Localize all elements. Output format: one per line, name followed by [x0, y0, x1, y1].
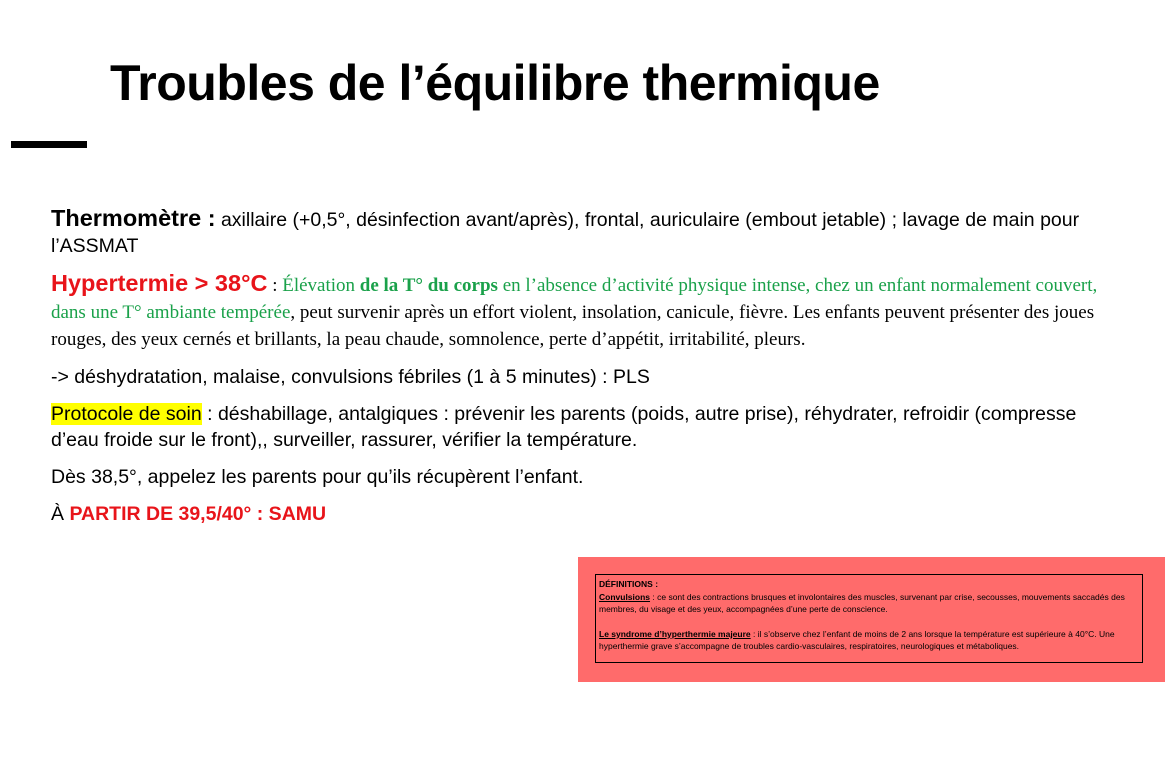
samu-text: PARTIR DE 39,5/40° : SAMU: [69, 503, 327, 525]
protocole-label: Protocole de soin: [51, 403, 202, 425]
definition-convulsions: [599, 591, 1139, 616]
definitions-panel: [578, 557, 1165, 682]
syndrome-text: : il s’observe chez l’enfant de moins de 2 ans lorsque la température est supérieure à 40°C. Une hyperthermie grave s’accompagne de troubles cardio-vasculaires, respiratoires, neurologiques et métaboliques.: [599, 628, 1115, 651]
hypertermie-description: , peut survenir après un effort violent, insolation, canicule, fièvre. Les enfants peuvent présenter des joues rouges, des yeux cernés et brillants, la peau chaude, somnolence, perte d’appétit, irritabilité, pleurs.: [51, 302, 1095, 350]
hypertermie-paragraph: [51, 270, 1121, 353]
syndrome-term: Le syndrome d’hyperthermie majeure: [599, 628, 751, 639]
hypertermie-sep: :: [267, 275, 283, 296]
thermometre-label: Thermomètre :: [51, 205, 216, 231]
page-title: Troubles de l’équilibre thermique: [110, 55, 880, 111]
hypertermie-label: Hypertermie > 38°C: [51, 270, 268, 296]
appel-parents-line: Dès 38,5°, appelez les parents pour qu’ils récupèrent l’enfant.: [51, 466, 584, 488]
thermometre-paragraph: [51, 205, 1121, 259]
hypertermie-definition-1: Élévation: [282, 275, 360, 296]
title-underline: [11, 141, 87, 148]
convulsions-term: Convulsions: [599, 591, 651, 602]
thermometre-text: axillaire (+0,5°, désinfection avant/après), frontal, auriculaire (embout jetable) ; lavage de main pour l’ASSMAT: [51, 209, 1080, 257]
main-content: [51, 205, 1121, 538]
definitions-heading: DÉFINITIONS :: [599, 579, 659, 589]
consequences-line: -> déshydratation, malaise, convulsions fébriles (1 à 5 minutes) : PLS: [51, 366, 650, 388]
protocole-paragraph: [51, 401, 1121, 453]
convulsions-text: : ce sont des contractions brusques et involontaires des muscles, survenant par crise, secousses, mouvements saccadés des membres, du visage et des yeux, accompagnées d’une perte de conscience.: [599, 591, 1125, 614]
hypertermie-definition-bold: de la T° du corps: [359, 275, 498, 296]
samu-line: [51, 501, 1121, 527]
samu-prefix: À: [51, 503, 70, 525]
definition-syndrome: [599, 628, 1139, 653]
hypertermie-definition-2: en l’absence d’activité physique intense, chez un enfant normalement couvert, dans une T° ambiante tempérée: [51, 275, 1098, 323]
protocole-text: : déshabillage, antalgiques : prévenir les parents (poids, autre prise), réhydrater, refroidir (compresse d’eau froide sur le front),, surveiller, rassurer, vérifier la température.: [51, 403, 1077, 451]
definitions-box: [595, 574, 1143, 663]
